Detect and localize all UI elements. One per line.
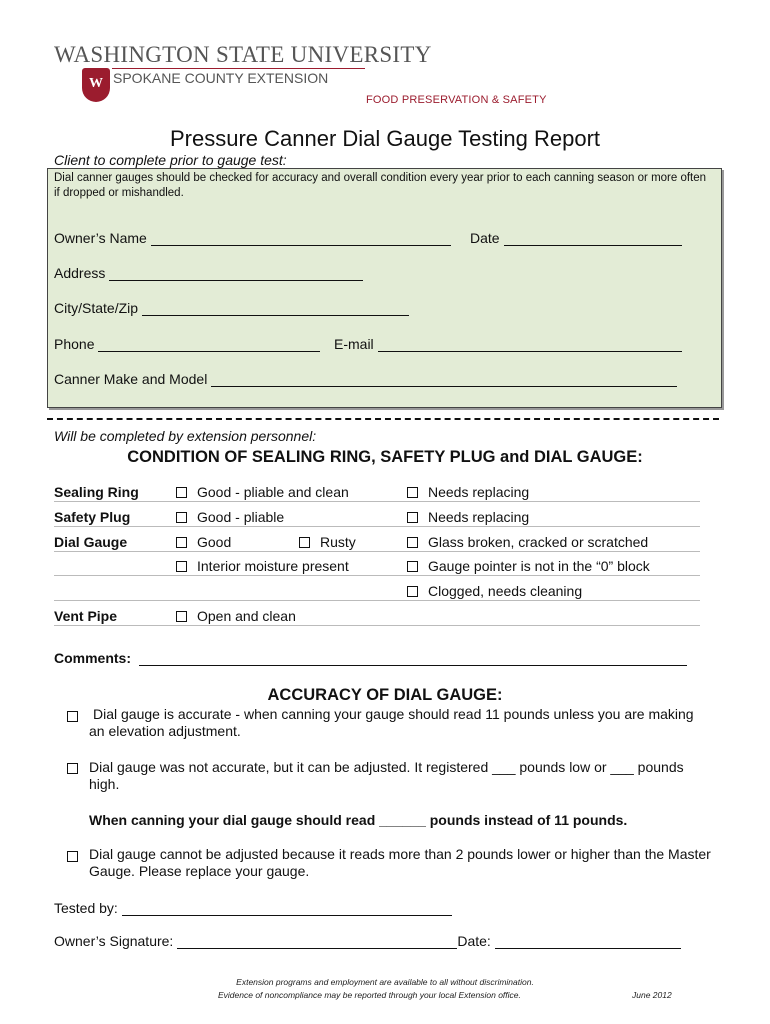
comments-field[interactable] xyxy=(54,650,687,666)
safety-plug-label: Safety Plug xyxy=(54,509,131,525)
checkbox-icon[interactable] xyxy=(407,512,418,523)
phone-field[interactable] xyxy=(54,336,320,352)
checkbox-icon[interactable] xyxy=(407,537,418,548)
option-label: Rusty xyxy=(320,534,356,550)
extension-heading: Will be completed by extension personnel: xyxy=(54,428,317,444)
owner-name-label: Owner’s Name xyxy=(54,230,147,246)
signature-line[interactable] xyxy=(177,935,457,949)
replace-text: Dial gauge cannot be adjusted because it reads more than 2 pounds lower or higher than the Master Gauge. Please replace your gauge. xyxy=(89,846,711,879)
dial-gauge-glass-option[interactable] xyxy=(407,534,648,550)
extension-name: SPOKANE COUNTY EXTENSION xyxy=(113,70,329,86)
safety-plug-good-option[interactable] xyxy=(176,509,284,525)
row-divider xyxy=(54,575,700,576)
option-label: Glass broken, cracked or scratched xyxy=(428,534,649,550)
checkbox-icon[interactable] xyxy=(176,512,187,523)
email-label: E-mail xyxy=(334,336,374,352)
email-field[interactable] xyxy=(334,336,682,352)
condition-heading: CONDITION OF SEALING RING, SAFETY PLUG and DIAL GAUGE: xyxy=(127,448,643,466)
phone-label: Phone xyxy=(54,336,95,352)
phone-line[interactable] xyxy=(98,338,320,352)
tested-by-label: Tested by: xyxy=(54,900,118,916)
accurate-text: Dial gauge is accurate - when canning your gauge should read 11 pounds unless you are making an elevation adjustment. xyxy=(89,706,694,739)
vent-pipe-open-option[interactable] xyxy=(176,608,296,624)
signature-field[interactable] xyxy=(54,933,681,949)
signature-label: Owner’s Signature: xyxy=(54,933,174,949)
logo-divider xyxy=(112,68,365,69)
checkbox-icon[interactable] xyxy=(299,537,310,548)
footer-date: June 2012 xyxy=(632,990,672,1000)
date-line[interactable] xyxy=(504,232,682,246)
client-note: Dial canner gauges should be checked for accuracy and overall condition every year prior to each canning season or more often if dropped or mishandled. xyxy=(54,172,707,199)
adjustable-text: Dial gauge was not accurate, but it can be adjusted. It registered ___ pounds low or ___ pounds high. xyxy=(89,759,684,792)
owner-name-line[interactable] xyxy=(151,232,451,246)
checkbox-icon[interactable] xyxy=(407,586,418,597)
client-heading: Client to complete prior to gauge test: xyxy=(54,152,287,168)
footer-line-1: Extension programs and employment are available to all without discrimination. xyxy=(236,977,534,987)
comments-line[interactable] xyxy=(139,652,687,666)
row-divider xyxy=(54,625,700,626)
option-label: Good - pliable xyxy=(197,509,285,525)
canner-label: Canner Make and Model xyxy=(54,371,208,387)
option-label: Gauge pointer is not in the “0” block xyxy=(428,558,650,574)
university-name: WASHINGTON STATE UNIVERSITY xyxy=(54,42,432,67)
footer-line-2: Evidence of noncompliance may be reported through your local Extension office. xyxy=(218,990,521,1000)
dial-gauge-label: Dial Gauge xyxy=(54,534,128,550)
canner-line[interactable] xyxy=(211,373,677,387)
tested-by-line[interactable] xyxy=(122,902,452,916)
topic-label: FOOD PRESERVATION & SAFETY xyxy=(366,94,547,106)
signature-date-label: Date: xyxy=(457,933,491,949)
comments-label: Comments: xyxy=(54,650,132,666)
replace-checkbox-icon[interactable] xyxy=(67,851,78,862)
page-title: Pressure Canner Dial Gauge Testing Report xyxy=(169,126,601,151)
signature-date-line[interactable] xyxy=(495,935,681,949)
option-label: Clogged, needs cleaning xyxy=(428,583,583,599)
date-field[interactable] xyxy=(470,230,682,246)
gauge-pointer-option[interactable] xyxy=(407,558,650,574)
canner-field[interactable] xyxy=(54,371,677,387)
tested-by-field[interactable] xyxy=(54,900,452,916)
option-label: Needs replacing xyxy=(428,509,530,525)
checkbox-icon[interactable] xyxy=(407,487,418,498)
dial-gauge-rusty-option[interactable] xyxy=(299,534,356,550)
safety-plug-replace-option[interactable] xyxy=(407,509,529,525)
owner-name-field[interactable] xyxy=(54,230,451,246)
sealing-ring-good-option[interactable] xyxy=(176,484,349,500)
row-divider xyxy=(54,526,700,527)
checkbox-icon[interactable] xyxy=(176,611,187,622)
city-line[interactable] xyxy=(142,302,409,316)
option-label: Interior moisture present xyxy=(197,558,349,574)
interior-moisture-option[interactable] xyxy=(176,558,349,574)
checkbox-icon[interactable] xyxy=(176,537,187,548)
clogged-option[interactable] xyxy=(407,583,582,599)
checkbox-icon[interactable] xyxy=(176,561,187,572)
option-label: Good xyxy=(197,534,232,550)
email-line[interactable] xyxy=(378,338,682,352)
row-divider xyxy=(54,501,700,502)
canning-reading-text: When canning your dial gauge should read ______ pounds instead of 11 pounds. xyxy=(89,812,628,828)
date-label: Date xyxy=(470,230,500,246)
accuracy-heading: ACCURACY OF DIAL GAUGE: xyxy=(267,686,503,704)
address-label: Address xyxy=(54,265,106,281)
accurate-checkbox-icon[interactable] xyxy=(67,711,78,722)
address-line[interactable] xyxy=(109,267,363,281)
dial-gauge-good-option[interactable] xyxy=(176,534,231,550)
wsu-shield-logo-icon: W xyxy=(82,68,110,102)
checkbox-icon[interactable] xyxy=(407,561,418,572)
city-field[interactable] xyxy=(54,300,409,316)
city-label: City/State/Zip xyxy=(54,300,139,316)
option-label: Needs replacing xyxy=(428,484,530,500)
address-field[interactable] xyxy=(54,265,363,281)
row-divider xyxy=(54,551,700,552)
section-divider xyxy=(47,418,719,420)
option-label: Good - pliable and clean xyxy=(197,484,349,500)
checkbox-icon[interactable] xyxy=(176,487,187,498)
sealing-ring-label: Sealing Ring xyxy=(54,484,139,500)
option-label: Open and clean xyxy=(197,608,296,624)
adjustable-checkbox-icon[interactable] xyxy=(67,763,78,774)
row-divider xyxy=(54,600,700,601)
sealing-ring-replace-option[interactable] xyxy=(407,484,529,500)
vent-pipe-label: Vent Pipe xyxy=(54,608,118,624)
